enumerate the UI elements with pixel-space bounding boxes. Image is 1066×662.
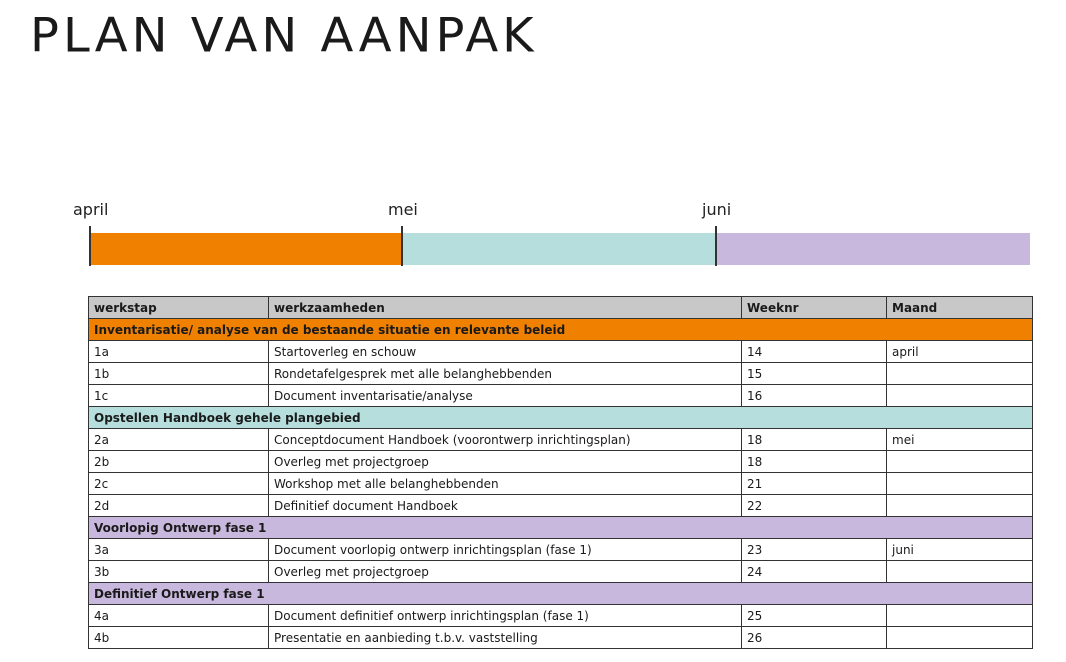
step-cell: 4a bbox=[89, 605, 269, 627]
month-cell bbox=[887, 627, 1033, 649]
month-cell bbox=[887, 473, 1033, 495]
table-row bbox=[89, 363, 1033, 385]
week-cell: 18 bbox=[742, 451, 887, 473]
week-cell: 14 bbox=[742, 341, 887, 363]
step-cell: 2d bbox=[89, 495, 269, 517]
timeline-tick-mei bbox=[401, 226, 403, 266]
step-cell: 1a bbox=[89, 341, 269, 363]
header-weeknr: Weeknr bbox=[742, 297, 887, 319]
month-cell: juni bbox=[887, 539, 1033, 561]
activity-cell: Conceptdocument Handboek (voorontwerp inrichtingsplan) bbox=[269, 429, 742, 451]
month-cell bbox=[887, 363, 1033, 385]
activity-cell: Definitief document Handboek bbox=[269, 495, 742, 517]
week-cell: 24 bbox=[742, 561, 887, 583]
table-row bbox=[89, 495, 1033, 517]
step-cell: 1b bbox=[89, 363, 269, 385]
week-cell: 25 bbox=[742, 605, 887, 627]
table-header-row bbox=[89, 297, 1033, 319]
phase-title: Inventarisatie/ analyse van de bestaande situatie en relevante beleid bbox=[89, 319, 1033, 341]
timeline-label-juni: juni bbox=[702, 200, 732, 219]
week-cell: 18 bbox=[742, 429, 887, 451]
phase-row bbox=[89, 517, 1033, 539]
table-row bbox=[89, 539, 1033, 561]
table-row bbox=[89, 385, 1033, 407]
page-title: PLAN VAN AANPAK bbox=[30, 8, 538, 64]
month-timeline bbox=[0, 0, 1066, 280]
step-cell: 3b bbox=[89, 561, 269, 583]
month-cell: mei bbox=[887, 429, 1033, 451]
week-cell: 15 bbox=[742, 363, 887, 385]
table-row bbox=[89, 627, 1033, 649]
header-werkstap: werkstap bbox=[89, 297, 269, 319]
activity-cell: Startoverleg en schouw bbox=[269, 341, 742, 363]
planning-table bbox=[88, 296, 1033, 649]
table-row bbox=[89, 451, 1033, 473]
timeline-label-april: april bbox=[73, 200, 109, 219]
table-body bbox=[89, 319, 1033, 649]
activity-cell: Presentatie en aanbieding t.b.v. vaststelling bbox=[269, 627, 742, 649]
phase-title: Voorlopig Ontwerp fase 1 bbox=[89, 517, 1033, 539]
step-cell: 2b bbox=[89, 451, 269, 473]
table-row bbox=[89, 473, 1033, 495]
activity-cell: Document voorlopig ontwerp inrichtingsplan (fase 1) bbox=[269, 539, 742, 561]
month-cell: april bbox=[887, 341, 1033, 363]
timeline-tick-juni bbox=[715, 226, 717, 266]
activity-cell: Document definitief ontwerp inrichtingsplan (fase 1) bbox=[269, 605, 742, 627]
activity-cell: Document inventarisatie/analyse bbox=[269, 385, 742, 407]
timeline-segment-juni bbox=[716, 233, 1030, 265]
month-cell bbox=[887, 561, 1033, 583]
month-cell bbox=[887, 451, 1033, 473]
table-row bbox=[89, 429, 1033, 451]
phase-title: Opstellen Handboek gehele plangebied bbox=[89, 407, 1033, 429]
activity-cell: Rondetafelgesprek met alle belanghebbenden bbox=[269, 363, 742, 385]
week-cell: 22 bbox=[742, 495, 887, 517]
step-cell: 2a bbox=[89, 429, 269, 451]
timeline-label-mei: mei bbox=[388, 200, 418, 219]
table-row bbox=[89, 341, 1033, 363]
month-cell bbox=[887, 495, 1033, 517]
phase-row bbox=[89, 319, 1033, 341]
month-cell bbox=[887, 605, 1033, 627]
week-cell: 21 bbox=[742, 473, 887, 495]
activity-cell: Overleg met projectgroep bbox=[269, 451, 742, 473]
table-row bbox=[89, 561, 1033, 583]
timeline-segment-mei bbox=[402, 233, 716, 265]
step-cell: 1c bbox=[89, 385, 269, 407]
week-cell: 16 bbox=[742, 385, 887, 407]
month-cell bbox=[887, 385, 1033, 407]
table-row bbox=[89, 605, 1033, 627]
step-cell: 3a bbox=[89, 539, 269, 561]
phase-row bbox=[89, 583, 1033, 605]
timeline-tick-april bbox=[89, 226, 91, 266]
phase-row bbox=[89, 407, 1033, 429]
step-cell: 4b bbox=[89, 627, 269, 649]
activity-cell: Overleg met projectgroep bbox=[269, 561, 742, 583]
step-cell: 2c bbox=[89, 473, 269, 495]
timeline-segment-april bbox=[90, 233, 402, 265]
week-cell: 23 bbox=[742, 539, 887, 561]
header-maand: Maand bbox=[887, 297, 1033, 319]
week-cell: 26 bbox=[742, 627, 887, 649]
header-werkzaamheden: werkzaamheden bbox=[269, 297, 742, 319]
phase-title: Definitief Ontwerp fase 1 bbox=[89, 583, 1033, 605]
activity-cell: Workshop met alle belanghebbenden bbox=[269, 473, 742, 495]
